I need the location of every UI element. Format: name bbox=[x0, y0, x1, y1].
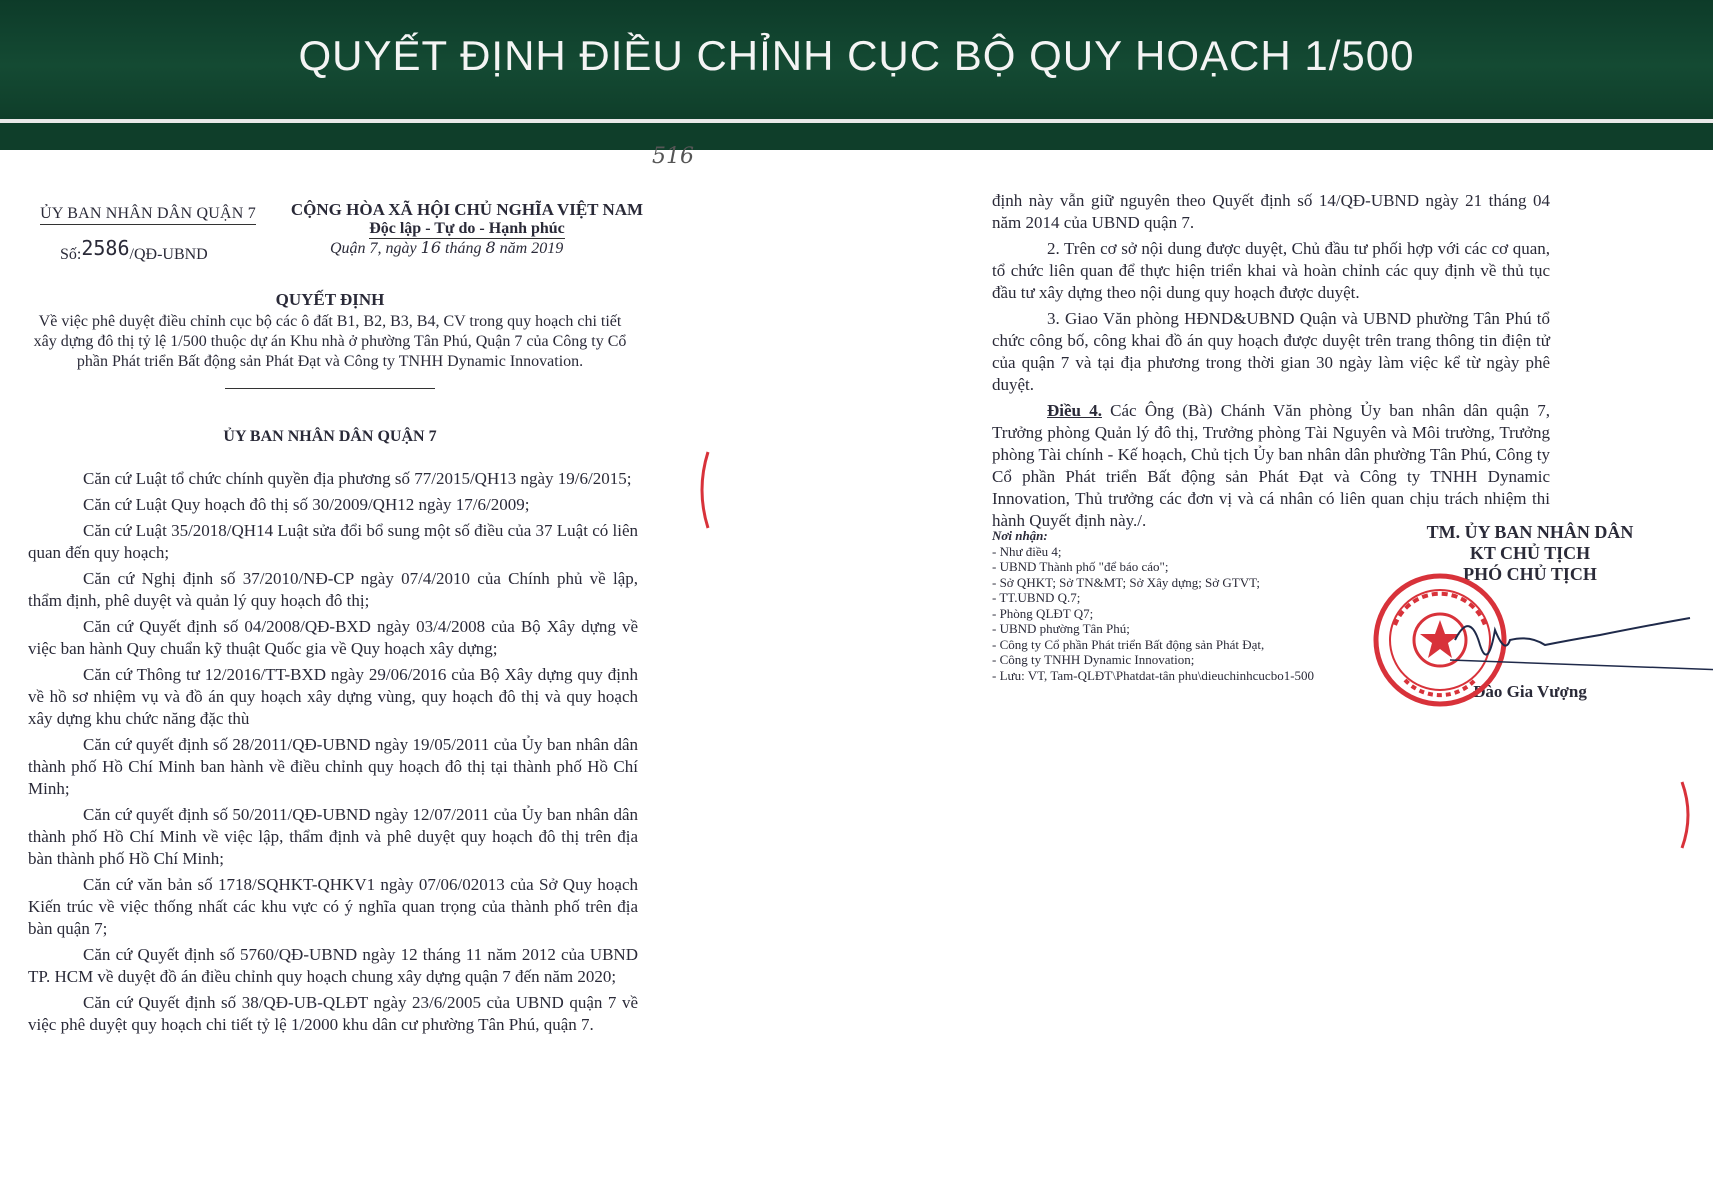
issue-date bbox=[330, 238, 563, 258]
article-4-label: Điều 4. bbox=[1047, 401, 1102, 420]
legal-basis-item: Căn cứ Quyết định số 04/2008/QĐ-BXD ngày 03/4/2008 của Bộ Xây dựng về việc ban hành Quy chuẩn kỹ thuật Quốc gia về Quy hoạch xây dựng; bbox=[28, 617, 638, 658]
document-page-left bbox=[0, 144, 930, 1199]
recipient-item: - TT.UBND Q.7; bbox=[992, 590, 1081, 605]
date-month: 8 bbox=[485, 238, 496, 257]
recipient-item: - Công ty Cổ phần Phát triển Bất động sản Phát Đạt, bbox=[992, 636, 1265, 652]
legal-basis-item: Căn cứ Luật 35/2018/QH14 Luật sửa đổi bổ sung một số điều của 37 Luật có liên quan đến quy hoạch; bbox=[28, 521, 638, 562]
authority-heading: ỦY BAN NHÂN DÂN QUẬN 7 bbox=[223, 428, 437, 445]
so-label: Số: bbox=[60, 246, 82, 263]
recipient-item: - UBND Thành phố "để báo cáo"; bbox=[992, 559, 1169, 574]
legal-basis-item: Căn cứ quyết định số 50/2011/QĐ-UBND ngày 12/07/2011 của Ủy ban nhân dân thành phố Hồ Chí Minh về việc lập, thẩm định và phê duyệt quy hoạch đô thị trên địa bàn thành phố Hồ Chí Minh; bbox=[28, 805, 638, 868]
decision-number bbox=[60, 236, 208, 264]
national-motto: Độc lập - Tự do - Hạnh phúc bbox=[369, 220, 565, 237]
so-number: 2586 bbox=[81, 236, 130, 260]
banner-bar bbox=[0, 123, 1713, 150]
legal-basis-item: Căn cứ Nghị định số 37/2010/NĐ-CP ngày 07/4/2010 của Chính phủ về lập, thẩm định, phê duyệt và quản lý quy hoạch đô thị; bbox=[28, 569, 638, 610]
so-suffix: /QĐ-UBND bbox=[129, 246, 208, 263]
sign-line-1: TM. ỦY BAN NHÂN DÂN bbox=[1426, 522, 1634, 542]
handwritten-page-number: 516 bbox=[652, 144, 694, 169]
article-paragraph: định này vẫn giữ nguyên theo Quyết định số 14/QĐ-UBND ngày 21 tháng 04 năm 2014 của UBND quận 7. bbox=[992, 191, 1550, 232]
subject-rule bbox=[225, 388, 435, 389]
recipients-list bbox=[992, 528, 1372, 683]
handwritten-signature bbox=[1450, 600, 1713, 690]
date-day: 16 bbox=[420, 238, 442, 257]
recipient-item: - Như điều 4; bbox=[992, 543, 1062, 559]
legal-basis-item: Căn cứ văn bản số 1718/SQHKT-QHKV1 ngày 07/06/02013 của Sở Quy hoạch Kiến trúc về việc thống nhất các khu vực có ý nghĩa quan trọng của thành phố trên địa bàn quận 7; bbox=[28, 875, 638, 938]
recipient-item: - Phòng QLĐT Q7; bbox=[992, 605, 1094, 621]
seal-edge-mark bbox=[1680, 780, 1694, 850]
seal-edge-mark bbox=[696, 450, 710, 530]
national-title: CỘNG HÒA XÃ HỘI CHỦ NGHĨA VIỆT NAM bbox=[290, 200, 644, 219]
signer-name: Đào Gia Vượng bbox=[1473, 682, 1587, 701]
national-header bbox=[282, 200, 652, 239]
date-month-label: tháng bbox=[445, 240, 482, 257]
decision-title: QUYẾT ĐỊNH bbox=[275, 290, 385, 309]
decision-subject: Về việc phê duyệt điều chỉnh cục bộ các ô đất B1, B2, B3, B4, CV trong quy hoạch chi tiết xây dựng đô thị tỷ lệ 1/500 thuộc dự án Khu nhà ở phường Tân Phú, Quận 7 của Công ty Cổ phần Phát triển Bất động sản Phát Đạt và Công ty TNHH Dynamic Innovation. bbox=[33, 313, 627, 370]
legal-basis-item: Căn cứ Luật Quy hoạch đô thị số 30/2009/QH12 ngày 17/6/2009; bbox=[83, 495, 530, 514]
date-year: năm 2019 bbox=[499, 240, 564, 257]
article-paragraph: 3. Giao Văn phòng HĐND&UBND Quận và UBND phường Tân Phú tổ chức công bố, công khai đồ án quy hoạch được duyệt trên trang thông tin điện tử của quận 7 và tại địa phương trong thời gian 30 ngày làm việc kể từ ngày phê duyệt. bbox=[992, 309, 1550, 394]
issuer-header bbox=[28, 205, 268, 225]
legal-basis-item: Căn cứ Luật tổ chức chính quyền địa phương số 77/2015/QH13 ngày 19/6/2015; bbox=[83, 469, 632, 488]
recipient-item: - Công ty TNHH Dynamic Innovation; bbox=[992, 652, 1195, 667]
legal-basis-item: Căn cứ Quyết định số 38/QĐ-UB-QLĐT ngày 23/6/2005 của UBND quận 7 về việc phê duyệt quy hoạch chi tiết tỷ lệ 1/2000 khu dân cư phường Tân Phú, quận 7. bbox=[28, 993, 638, 1034]
recipient-item: - Lưu: VT, Tam-QLĐT\Phatdat-tân phu\dieuchinhcucbo1-500 bbox=[992, 667, 1315, 683]
legal-basis-list bbox=[28, 468, 638, 1040]
article-4 bbox=[992, 400, 1550, 532]
recipient-item: - UBND phường Tân Phú; bbox=[992, 621, 1130, 636]
legal-basis-item: Căn cứ Thông tư 12/2016/TT-BXD ngày 29/06/2016 của Bộ Xây dựng quy định về hồ sơ nhiệm vụ và đồ án quy hoạch xây dựng vùng, quy hoạch đô thị và quy hoạch xây dựng khu chức năng đặc thù bbox=[28, 665, 638, 728]
article-4-text: Các Ông (Bà) Chánh Văn phòng Ủy ban nhân dân quận 7, Trưởng phòng Quản lý đô thị, Trưởng phòng Tài Nguyên và Môi trường, Trưởng phòng Tài chính - Kế hoạch, Chủ tịch Ủy ban nhân dân phường Tân Phú, Công ty Cổ phần Phát triển Bất động sản Phát Đạt và Công ty TNHH Dynamic Innovation, Thủ trưởng các đơn vị và cá nhân có liên quan chịu trách nhiệm thi hành Quyết định này./. bbox=[992, 401, 1550, 530]
legal-basis-item: Căn cứ Quyết định số 5760/QĐ-UBND ngày 12 tháng 11 năm 2012 của UBND TP. HCM về duyệt đồ án điều chỉnh quy hoạch chung xây dựng quận 7 đến năm 2020; bbox=[28, 945, 638, 986]
issuer-name: ỦY BAN NHÂN DÂN QUẬN 7 bbox=[40, 205, 256, 225]
sign-line-3: PHÓ CHỦ TỊCH bbox=[1463, 564, 1597, 584]
document-page-right bbox=[930, 150, 1713, 1199]
sign-line-2: KT CHỦ TỊCH bbox=[1469, 543, 1591, 563]
date-prefix: Quận 7, ngày bbox=[330, 240, 417, 257]
page-title: QUYẾT ĐỊNH ĐIỀU CHỈNH CỤC BỘ QUY HOẠCH 1/500 bbox=[298, 32, 1415, 79]
legal-basis-item: Căn cứ quyết định số 28/2011/QĐ-UBND ngày 19/05/2011 của Ủy ban nhân dân thành phố Hồ Chí Minh ban hành về điều chỉnh quy hoạch đô thị tại thành phố Hồ Chí Minh; bbox=[28, 735, 638, 798]
recipients-title: Nơi nhận: bbox=[992, 528, 1048, 543]
recipient-item: - Sở QHKT; Sở TN&MT; Sở Xây dựng; Sở GTVT; bbox=[992, 574, 1260, 590]
article-paragraph: 2. Trên cơ sở nội dung được duyệt, Chủ đầu tư phối hợp với các cơ quan, tổ chức liên quan để thực hiện triển khai và hoàn chỉnh các quy định về thủ tục đầu tư xây dựng theo nội dung quy hoạch được duyệt. bbox=[992, 239, 1550, 302]
articles-text bbox=[992, 190, 1550, 536]
